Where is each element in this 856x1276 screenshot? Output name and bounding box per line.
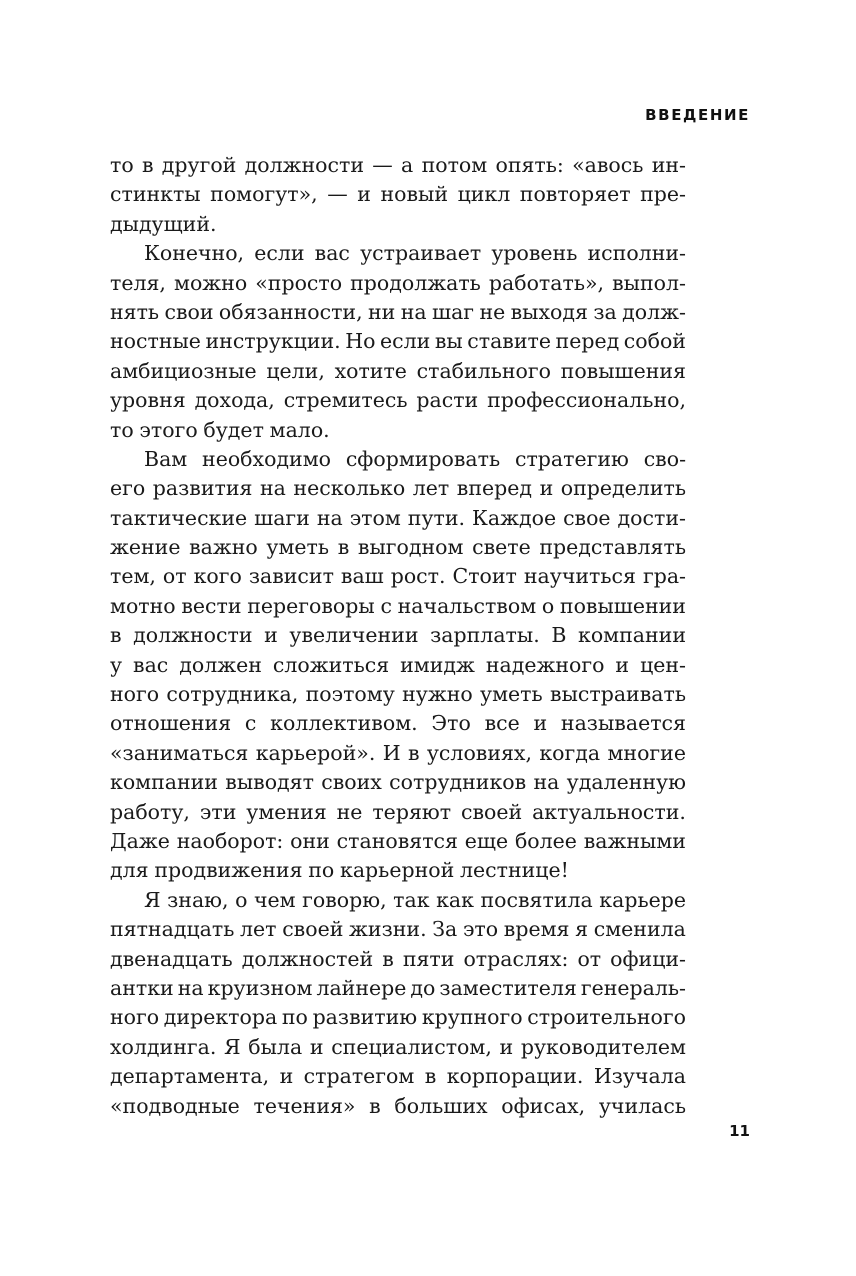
text-line: Конечно, если вас устраивает уровень исполни- — [144, 241, 686, 266]
text-line: пятнадцать лет своей жизни. За это время я сменила — [110, 917, 686, 942]
text-line: тем, от кого зависит ваш рост. Стоит научиться гра- — [110, 564, 686, 589]
text-line: жение важно уметь в выгодном свете представлять — [110, 535, 686, 560]
text-line: мотно вести переговоры с начальством о повышении — [110, 593, 686, 618]
text-line: «заниматься карьерой». И в условиях, когда многие — [110, 740, 686, 765]
text-line: уровня дохода, стремитесь расти профессионально, — [110, 388, 686, 413]
text-line: антки на круизном лайнере до заместителя генераль- — [110, 975, 686, 1000]
text-line: нять свои обязанности, ни на шаг не выходя за долж- — [110, 299, 686, 324]
text-line: департамента, и стратегом в корпорации. Изучала — [110, 1064, 686, 1089]
text-line: Даже наоборот: они становятся еще более важными — [110, 828, 686, 853]
text-line: то в другой должности — а потом опять: «авось ин- — [110, 153, 686, 177]
text-line: двенадцать должностей в пяти отраслях: от офици- — [110, 946, 686, 971]
text-line: тактические шаги на этом пути. Каждое свое дости- — [110, 505, 686, 530]
text-line: стинкты помогут», — и новый цикл повторяет пре- — [110, 182, 686, 207]
page-number: 11 — [729, 1122, 750, 1140]
text-line: ного сотрудника, поэтому нужно уметь выстраивать — [110, 682, 686, 707]
text-line: отношения с коллективом. Это все и называется — [110, 711, 686, 736]
text-line: ностные инструкции. Но если вы ставите перед собой — [110, 329, 686, 354]
text-line: Вам необходимо сформировать стратегию сво- — [144, 446, 686, 471]
text-line: Я знаю, о чем говорю, так как посвятила карьере — [144, 887, 686, 912]
running-head: ВВЕДЕНИЕ — [645, 106, 750, 124]
text-line: амбициозные цели, хотите стабильного повышения — [110, 358, 686, 383]
text-line: для продвижения по карьерной лестнице! — [110, 858, 569, 883]
text-line: ного директора по развитию крупного строительного — [110, 1005, 686, 1030]
text-line: работу, эти умения не теряют своей актуальности. — [110, 799, 686, 824]
text-line: холдинга. Я была и специалистом, и руководителем — [110, 1034, 686, 1059]
text-line: «подводные течения» в больших офисах, училась — [110, 1093, 686, 1118]
text-line: в должности и увеличении зарплаты. В компании — [110, 623, 686, 648]
text-line: теля, можно «просто продолжать работать», выпол- — [110, 270, 686, 295]
text-line: компании выводят своих сотрудников на удаленную — [110, 770, 686, 795]
text-line: то этого будет мало. — [110, 417, 330, 442]
body-text — [110, 151, 686, 1121]
text-line: дыдущий. — [110, 211, 217, 236]
text-line: его развития на несколько лет вперед и определить — [110, 476, 686, 501]
text-line: у вас должен сложиться имидж надежного и цен- — [110, 652, 686, 677]
